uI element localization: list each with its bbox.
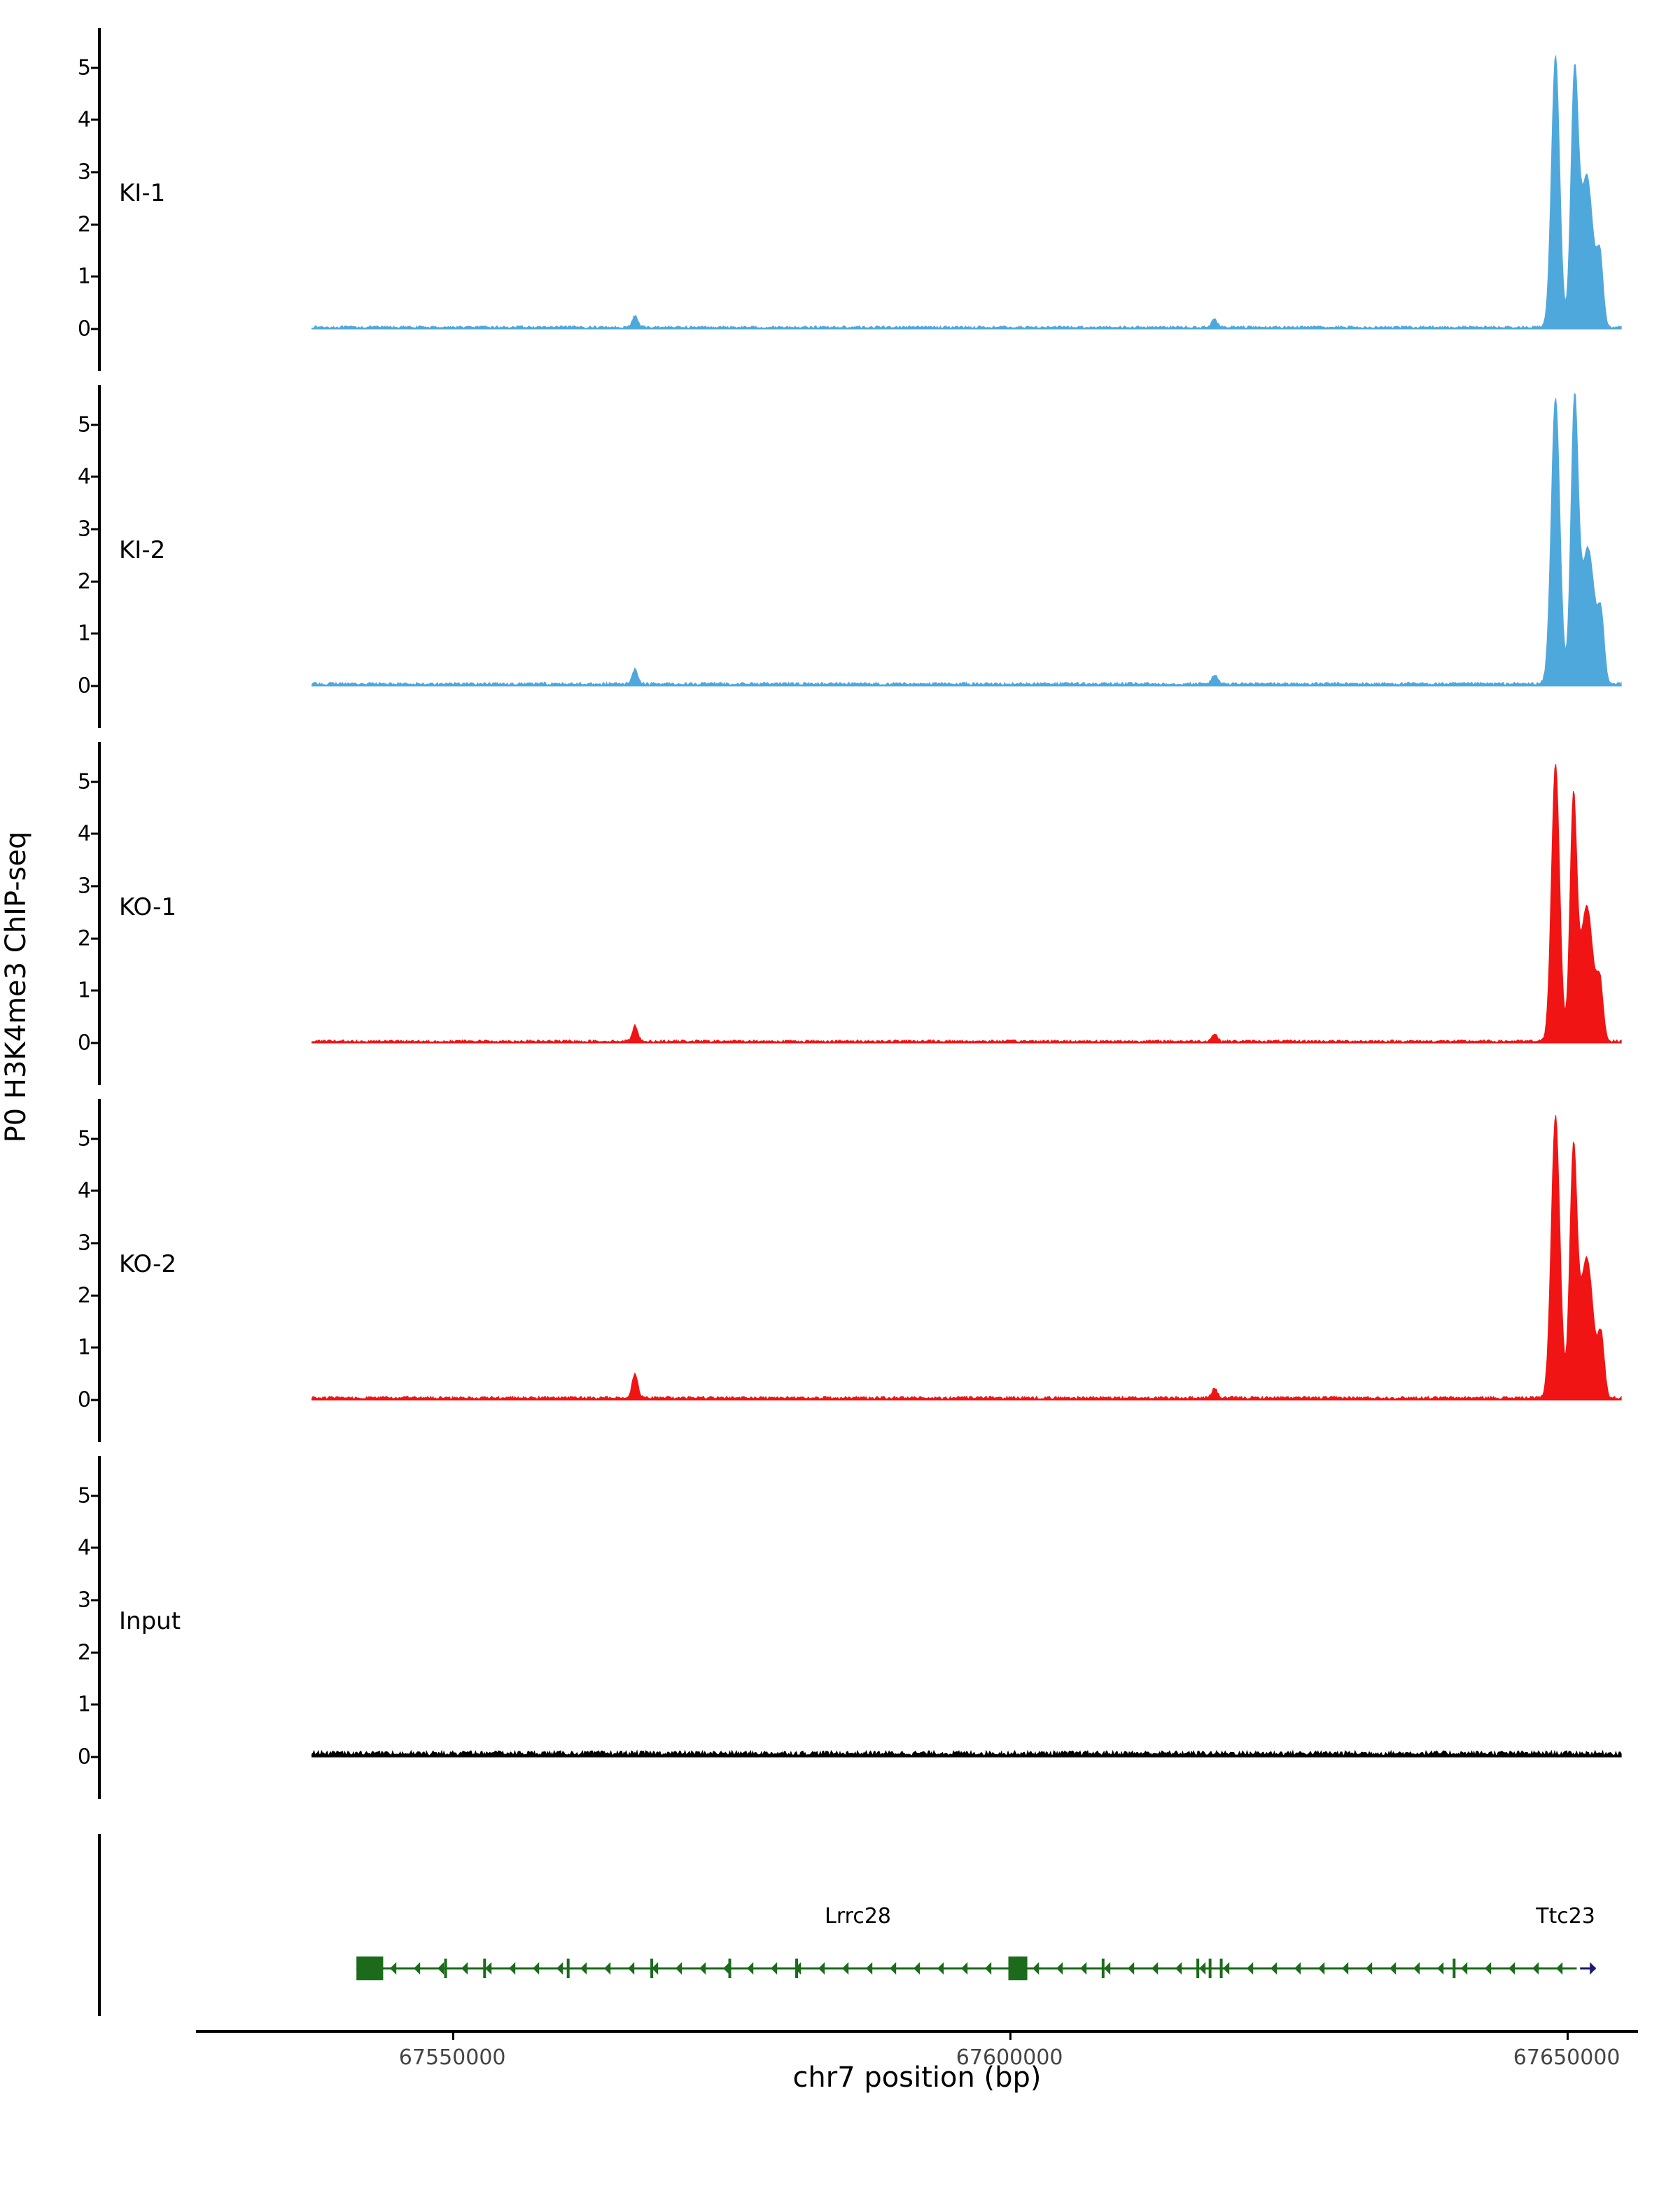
x-tick-mark: [1567, 2030, 1569, 2040]
y-tick-mark: [91, 1399, 99, 1401]
y-tick-mark: [91, 172, 99, 174]
track-y-axis-line: [98, 28, 101, 371]
y-tick-mark: [91, 1242, 99, 1245]
track-y-axis-line: [98, 1456, 101, 1799]
genes-plot-area: [245, 1834, 1638, 2016]
y-tick-label: 3: [77, 1231, 91, 1256]
y-tick-label: 2: [77, 926, 91, 951]
signal-plot-area: [245, 28, 1638, 371]
y-tick-mark: [91, 780, 99, 783]
gene-name-label: Lrrc28: [825, 1904, 892, 1928]
y-tick-label: 4: [77, 107, 91, 132]
y-tick-mark: [91, 66, 99, 69]
y-tick-label: 5: [77, 1483, 91, 1508]
y-tick-mark: [91, 685, 99, 687]
x-tick-mark: [452, 2030, 454, 2040]
genes-panel: [98, 1834, 1638, 2016]
track-input: [77, 1456, 1638, 1799]
y-tick-label: 3: [77, 1588, 91, 1613]
y-tick-mark: [91, 476, 99, 478]
y-tick-mark: [91, 990, 99, 992]
signal-plot-area: [245, 1456, 1638, 1799]
y-tick-mark: [91, 580, 99, 582]
track-y-axis-line: [98, 742, 101, 1085]
y-tick-mark: [91, 424, 99, 426]
y-tick-label: 5: [77, 1126, 91, 1152]
y-tick-mark: [91, 223, 99, 225]
y-tick-label: 3: [77, 160, 91, 185]
y-tick-label: 1: [77, 978, 91, 1003]
track-name-label: KO-2: [119, 1250, 177, 1278]
y-tick-mark: [91, 528, 99, 531]
y-tick-label: 5: [77, 769, 91, 794]
y-tick-label: 0: [77, 1030, 91, 1056]
x-axis-label: chr7 position (bp): [792, 2062, 1042, 2094]
track-name-label: KI-2: [119, 536, 166, 564]
y-tick-label: 4: [77, 1535, 91, 1560]
track-ki-1: [77, 28, 1638, 371]
y-tick-label: 1: [77, 621, 91, 646]
signal-plot-area: [245, 742, 1638, 1085]
y-tick-mark: [91, 276, 99, 278]
y-tick-mark: [91, 1494, 99, 1497]
y-tick-label: 4: [77, 821, 91, 846]
y-tick-label: 2: [77, 569, 91, 594]
y-tick-label: 4: [77, 1178, 91, 1203]
y-tick-mark: [91, 1600, 99, 1602]
x-tick-label: 67550000: [398, 2045, 506, 2070]
y-tick-mark: [91, 1294, 99, 1296]
track-name-label: KI-1: [119, 178, 166, 207]
y-tick-label: 2: [77, 212, 91, 237]
y-tick-mark: [91, 1042, 99, 1044]
gene-name-label: Ttc23: [1536, 1904, 1595, 1928]
y-axis-label: P0 H3K4me3 ChIP-seq: [0, 831, 32, 1143]
y-tick-label: 3: [77, 517, 91, 542]
x-tick-label: 67600000: [955, 2045, 1063, 2070]
y-tick-label: 0: [77, 673, 91, 699]
x-axis: [196, 2030, 1638, 2070]
y-tick-mark: [91, 1756, 99, 1758]
y-tick-mark: [91, 1190, 99, 1192]
y-tick-label: 3: [77, 874, 91, 899]
y-tick-mark: [91, 937, 99, 939]
signal-plot-area: [245, 385, 1638, 728]
y-tick-mark: [91, 1704, 99, 1706]
track-y-axis-line: [98, 385, 101, 728]
y-tick-mark: [91, 633, 99, 635]
y-tick-label: 0: [77, 316, 91, 342]
y-tick-mark: [91, 1138, 99, 1140]
y-tick-mark: [91, 328, 99, 330]
y-tick-label: 1: [77, 1692, 91, 1717]
y-tick-label: 2: [77, 1283, 91, 1308]
track-ki-2: [77, 385, 1638, 728]
signal-plot-area: [245, 1099, 1638, 1442]
y-tick-label: 2: [77, 1640, 91, 1665]
track-ko-2: [77, 1099, 1638, 1442]
y-tick-label: 0: [77, 1744, 91, 1770]
y-tick-label: 4: [77, 464, 91, 489]
y-tick-mark: [91, 1347, 99, 1349]
track-name-label: KO-1: [119, 892, 177, 921]
y-tick-mark: [91, 119, 99, 121]
y-tick-mark: [91, 886, 99, 888]
x-tick-label: 67650000: [1513, 2045, 1620, 2070]
y-tick-mark: [91, 1547, 99, 1549]
gene-models-svg: [245, 1834, 1638, 2016]
y-tick-label: 1: [77, 264, 91, 289]
y-tick-label: 5: [77, 55, 91, 80]
y-tick-label: 1: [77, 1335, 91, 1360]
track-y-axis-line: [98, 1099, 101, 1442]
genes-axis-line: [98, 1834, 101, 2016]
y-tick-mark: [91, 833, 99, 835]
y-tick-label: 5: [77, 412, 91, 438]
x-tick-mark: [1009, 2030, 1011, 2040]
y-tick-label: 0: [77, 1387, 91, 1413]
track-ko-1: [77, 742, 1638, 1085]
track-name-label: Input: [119, 1606, 181, 1635]
y-tick-mark: [91, 1651, 99, 1653]
